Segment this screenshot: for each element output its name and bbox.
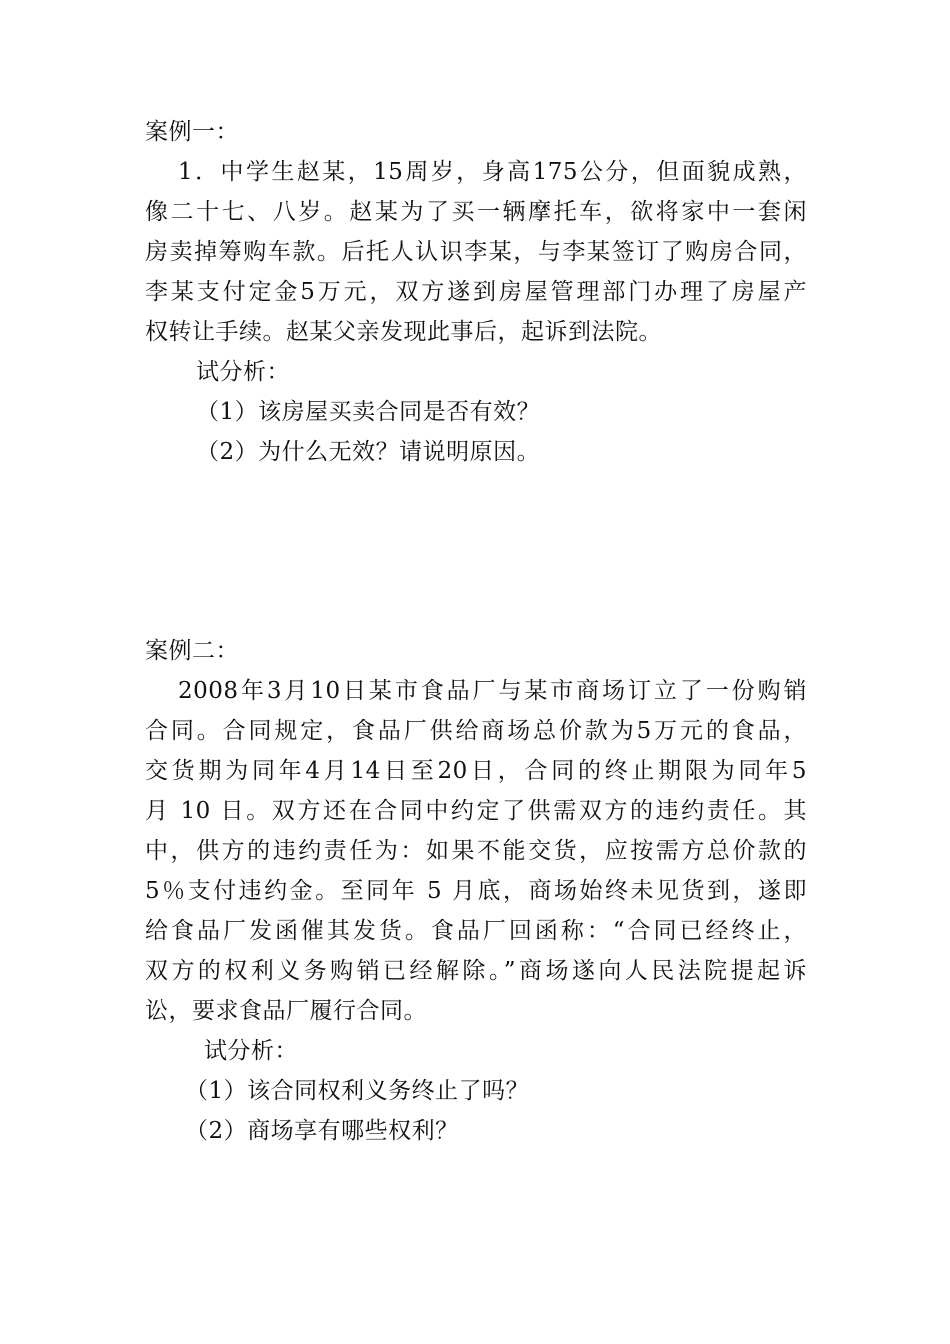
case2-paragraph-line-4: 月 10 日。双方还在合同中约定了供需双方的违约责任。其 (145, 798, 807, 824)
case2-paragraph-line-6: 5％支付违约金。至同年 5 月底，商场始终未见货到，遂即 (145, 878, 807, 904)
case1-paragraph-line-4: 李某支付定金5万元，双方遂到房屋管理部门办理了房屋产 (145, 279, 807, 305)
case1-paragraph-line-5: 权转让手续。赵某父亲发现此事后，起诉到法院。 (145, 319, 662, 345)
case2-question-1: （1）该合同权利义务终止了吗？ (185, 1078, 530, 1104)
case1-heading: 案例一： (145, 119, 239, 145)
case1-question-1: （1）该房屋买卖合同是否有效？ (196, 399, 541, 425)
case1-paragraph-line-3: 房卖掉筹购车款。后托人认识李某，与李某签订了购房合同， (145, 239, 807, 265)
case1-paragraph-line-2: 像二十七、八岁。赵某为了买一辆摩托车，欲将家中一套闲 (145, 199, 807, 225)
case2-paragraph-line-2: 合同。合同规定，食品厂供给商场总价款为5万元的食品， (145, 718, 807, 744)
case2-paragraph-line-9: 讼，要求食品厂履行合同。 (145, 998, 427, 1024)
case2-paragraph-line-7: 给食品厂发函催其发货。食品厂回函称：“合同已经终止， (145, 918, 807, 944)
case1-paragraph-line-1: 1．中学生赵某，15周岁，身高175公分，但面貌成熟， (178, 159, 807, 185)
case2-question-2: （2）商场享有哪些权利？ (185, 1118, 459, 1144)
case1-analysis-label: 试分析： (196, 359, 290, 385)
case1-question-2: （2）为什么无效？请说明原因。 (196, 439, 541, 465)
case2-paragraph-line-3: 交货期为同年4月14日至20日，合同的终止期限为同年5 (145, 758, 807, 784)
case2-analysis-label: 试分析： (204, 1038, 298, 1064)
case2-heading: 案例二： (145, 638, 239, 664)
case2-paragraph-line-8: 双方的权利义务购销已经解除。”商场遂向人民法院提起诉 (145, 958, 807, 984)
case2-paragraph-line-5: 中，供方的违约责任为：如果不能交货，应按需方总价款的 (145, 838, 807, 864)
case2-paragraph-line-1: 2008年3月10日某市食品厂与某市商场订立了一份购销 (178, 678, 807, 704)
